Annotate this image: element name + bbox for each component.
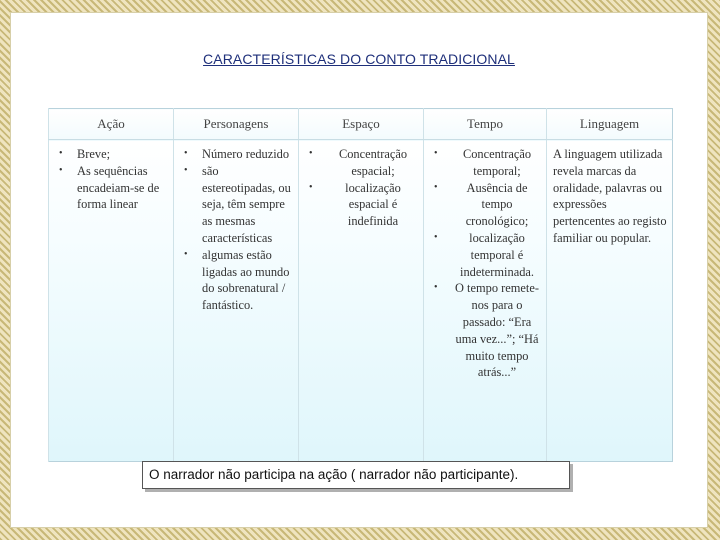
bullet-icon: • [59,164,63,176]
header-personagens: Personagens [174,109,299,140]
bullet-icon: • [309,181,313,193]
linguagem-text: A linguagem utilizada revela marcas da oralidade, palavras ou expressões pertencentes ao registo familiar ou popular. [553,147,667,245]
list-item: • Ausência de tempo cronológico; [434,180,529,229]
tempo-list [428,146,542,381]
personagens-list [178,146,294,314]
bullet-icon: • [434,181,438,193]
cell-personagens [174,140,299,462]
cell-tempo [424,140,547,462]
list-item: • localização temporal é indeterminada. [434,230,534,279]
header-acao: Ação [49,109,174,140]
bullet-icon: • [434,282,438,294]
header-linguagem: Linguagem [547,109,673,140]
header-tempo: Tempo [424,109,547,140]
characteristics-table [48,108,673,462]
espaco-list [303,146,419,230]
cell-acao [49,140,174,462]
list-item: • Concentração temporal; [434,147,532,178]
cell-linguagem [547,140,673,462]
bullet-icon: • [184,148,188,159]
header-espaco: Espaço [299,109,424,140]
acao-list [53,146,169,213]
table-header-row [49,109,673,140]
narrator-note: O narrador não participa na ação ( narrador não participante). [142,461,570,489]
list-item: • O tempo remete-nos para o passado: “Era uma vez...”; “Há muito tempo atrás...” [434,281,539,380]
list-item: • localização espacial é indefinida [309,180,401,229]
bullet-icon: • [434,231,438,243]
list-item: • Concentração espacial; [309,147,408,178]
bullet-icon: • [309,148,313,159]
list-item: • são estereotipadas, ou seja, têm sempre as mesmas características [184,163,291,245]
cell-espaco [299,140,424,462]
bullet-icon: • [59,148,63,159]
bullet-icon: • [184,248,188,260]
slide-title: CARACTERÍSTICAS DO CONTO TRADICIONAL [203,51,515,67]
list-item: • Número reduzido [184,147,290,161]
bullet-icon: • [184,164,188,176]
list-item: • algumas estão ligadas ao mundo do sobrenatural / fantástico. [184,247,290,313]
table-body-row [49,140,673,462]
bullet-icon: • [434,148,438,159]
list-item: • As sequências encadeiam-se de forma linear [59,163,160,212]
list-item: • Breve; [59,147,111,161]
